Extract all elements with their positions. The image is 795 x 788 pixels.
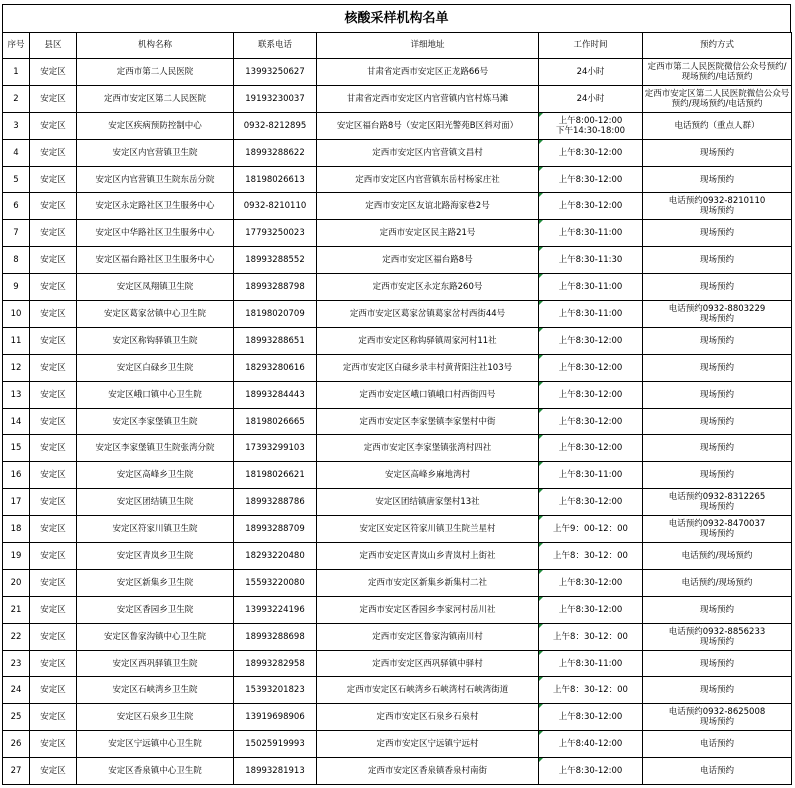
table-row [3, 139, 792, 166]
working-hours: 上午9：00-12：00 [539, 516, 643, 543]
county: 安定区 [30, 758, 77, 785]
institution-name: 安定区葛家岔镇中心卫生院 [77, 301, 234, 328]
address: 定西市安定区鲁家沟镇南川村 [317, 623, 539, 650]
contact-phone: 18993284443 [234, 381, 317, 408]
working-hours: 上午8:30-12:00 [539, 704, 643, 731]
working-hours: 上午8:30-12:00 [539, 139, 643, 166]
table-row [3, 166, 792, 193]
contact-phone: 13993250627 [234, 59, 317, 86]
institution-name: 安定区内官营镇卫生院东岳分院 [77, 166, 234, 193]
address: 定西市安定区称钩驿镇周家河村11社 [317, 327, 539, 354]
booking-method: 定西市安定区第二人民医院微信公众号预约/现场预约/电话预约 [643, 85, 792, 112]
county: 安定区 [30, 112, 77, 139]
row-index: 22 [3, 623, 30, 650]
county: 安定区 [30, 193, 77, 220]
booking-method: 现场预约 [643, 650, 792, 677]
county: 安定区 [30, 381, 77, 408]
table-row [3, 247, 792, 274]
institution-name: 定西市第二人民医院 [77, 59, 234, 86]
address: 定西市安定区峨口镇峨口村西街四号 [317, 381, 539, 408]
institution-name: 安定区内官营镇卫生院 [77, 139, 234, 166]
county: 安定区 [30, 569, 77, 596]
working-hours: 上午8:30-12:00 [539, 489, 643, 516]
working-hours: 上午8:30-12:00 [539, 193, 643, 220]
county: 安定区 [30, 731, 77, 758]
institution-name: 安定区宁远镇中心卫生院 [77, 731, 234, 758]
table-row [3, 435, 792, 462]
table-row [3, 220, 792, 247]
table-row [3, 274, 792, 301]
address: 安定区团结镇唐家堡村13社 [317, 489, 539, 516]
institution-name: 安定区鲁家沟镇中心卫生院 [77, 623, 234, 650]
booking-method: 电话预约/现场预约 [643, 543, 792, 570]
address: 定西市安定区香泉镇香泉村南街 [317, 758, 539, 785]
county: 安定区 [30, 166, 77, 193]
working-hours: 上午8:30-11:00 [539, 274, 643, 301]
table-row [3, 623, 792, 650]
address: 安定区高峰乡麻地湾村 [317, 462, 539, 489]
address: 甘肃省定西市安定区正龙路66号 [317, 59, 539, 86]
institution-name: 安定区高峰乡卫生院 [77, 462, 234, 489]
contact-phone: 18993288709 [234, 516, 317, 543]
booking-method: 电话预约0932-8856233 现场预约 [643, 623, 792, 650]
contact-phone: 15025919993 [234, 731, 317, 758]
table-row [3, 489, 792, 516]
institution-name: 安定区永定路社区卫生服务中心 [77, 193, 234, 220]
institution-name: 定西市安定区第二人民医院 [77, 85, 234, 112]
table-row [3, 569, 792, 596]
header-row [3, 33, 792, 59]
contact-phone: 18993288622 [234, 139, 317, 166]
contact-phone: 15593220080 [234, 569, 317, 596]
contact-phone: 18293280616 [234, 354, 317, 381]
booking-method: 现场预约 [643, 677, 792, 704]
county: 安定区 [30, 435, 77, 462]
sheet-title: 核酸采样机构名单 [2, 4, 791, 32]
county: 安定区 [30, 408, 77, 435]
contact-phone: 0932-8210110 [234, 193, 317, 220]
address: 定西市安定区宁远镇宁远村 [317, 731, 539, 758]
table-row [3, 516, 792, 543]
table-row [3, 543, 792, 570]
county: 安定区 [30, 489, 77, 516]
row-index: 12 [3, 354, 30, 381]
row-index: 9 [3, 274, 30, 301]
working-hours: 上午8:30-11:00 [539, 650, 643, 677]
booking-method: 现场预约 [643, 381, 792, 408]
institution-name: 安定区香泉镇中心卫生院 [77, 758, 234, 785]
table-row [3, 650, 792, 677]
county: 安定区 [30, 516, 77, 543]
booking-method: 现场预约 [643, 274, 792, 301]
contact-phone: 18993288786 [234, 489, 317, 516]
institution-name: 安定区中华路社区卫生服务中心 [77, 220, 234, 247]
working-hours: 上午8:30-12:00 [539, 596, 643, 623]
table-row [3, 462, 792, 489]
address: 定西市安定区永定东路260号 [317, 274, 539, 301]
booking-method: 电话预约 [643, 758, 792, 785]
booking-method: 电话预约0932-8803229 现场预约 [643, 301, 792, 328]
contact-phone: 19193230037 [234, 85, 317, 112]
table-row [3, 327, 792, 354]
contact-phone: 18198020709 [234, 301, 317, 328]
working-hours: 上午8:30-11:00 [539, 301, 643, 328]
address: 定西市安定区李家堡镇李家堡村中街 [317, 408, 539, 435]
booking-method: 现场预约 [643, 166, 792, 193]
booking-method: 电话预约0932-8470037 现场预约 [643, 516, 792, 543]
contact-phone: 18198026665 [234, 408, 317, 435]
county: 安定区 [30, 59, 77, 86]
row-index: 6 [3, 193, 30, 220]
booking-method: 电话预约0932-8312265 现场预约 [643, 489, 792, 516]
table-row [3, 596, 792, 623]
contact-phone: 17393299103 [234, 435, 317, 462]
booking-method: 电话预约/现场预约 [643, 569, 792, 596]
header-hours: 工作时间 [539, 33, 643, 59]
row-index: 21 [3, 596, 30, 623]
county: 安定区 [30, 623, 77, 650]
address: 定西市安定区白碌乡录丰村黄背阳注社103号 [317, 354, 539, 381]
institution-name: 安定区团结镇卫生院 [77, 489, 234, 516]
booking-method: 现场预约 [643, 408, 792, 435]
booking-method: 电话预约 [643, 731, 792, 758]
working-hours: 上午8：30-12：00 [539, 543, 643, 570]
booking-method: 现场预约 [643, 596, 792, 623]
county: 安定区 [30, 220, 77, 247]
booking-method: 电话预约（重点人群） [643, 112, 792, 139]
header-institution: 机构名称 [77, 33, 234, 59]
booking-method: 现场预约 [643, 354, 792, 381]
working-hours: 上午8:30-12:00 [539, 435, 643, 462]
working-hours: 上午8:30-12:00 [539, 569, 643, 596]
contact-phone: 17793250023 [234, 220, 317, 247]
county: 安定区 [30, 139, 77, 166]
county: 安定区 [30, 274, 77, 301]
header-address: 详细地址 [317, 33, 539, 59]
table-row [3, 704, 792, 731]
row-index: 17 [3, 489, 30, 516]
county: 安定区 [30, 301, 77, 328]
address: 定西市安定区西巩驿镇中驿村 [317, 650, 539, 677]
row-index: 14 [3, 408, 30, 435]
institution-name: 安定区符家川镇卫生院 [77, 516, 234, 543]
row-index: 24 [3, 677, 30, 704]
row-index: 27 [3, 758, 30, 785]
institution-name: 安定区称钩驿镇卫生院 [77, 327, 234, 354]
working-hours: 上午8:30-12:00 [539, 354, 643, 381]
table-row [3, 59, 792, 86]
county: 安定区 [30, 327, 77, 354]
institution-name: 安定区石泉乡卫生院 [77, 704, 234, 731]
booking-method: 现场预约 [643, 139, 792, 166]
booking-method: 现场预约 [643, 247, 792, 274]
contact-phone: 18993288651 [234, 327, 317, 354]
address: 甘肃省定西市安定区内官营镇内官村炼马滩 [317, 85, 539, 112]
institution-name: 安定区疾病预防控制中心 [77, 112, 234, 139]
working-hours: 24小时 [539, 59, 643, 86]
institution-name: 安定区石峡湾乡卫生院 [77, 677, 234, 704]
row-index: 1 [3, 59, 30, 86]
contact-phone: 18993282958 [234, 650, 317, 677]
contact-phone: 13993224196 [234, 596, 317, 623]
row-index: 10 [3, 301, 30, 328]
table-row [3, 354, 792, 381]
institution-name: 安定区西巩驿镇卫生院 [77, 650, 234, 677]
institution-name: 安定区青岚乡卫生院 [77, 543, 234, 570]
row-index: 4 [3, 139, 30, 166]
address: 定西市安定区香园乡李家河村岳川社 [317, 596, 539, 623]
row-index: 16 [3, 462, 30, 489]
contact-phone: 18993288552 [234, 247, 317, 274]
working-hours: 上午8：30-12：00 [539, 677, 643, 704]
table-row [3, 193, 792, 220]
table-row [3, 408, 792, 435]
header-phone: 联系电话 [234, 33, 317, 59]
contact-phone: 18198026621 [234, 462, 317, 489]
address: 定西市安定区石峡湾乡石峡湾村石峡湾街道 [317, 677, 539, 704]
row-index: 15 [3, 435, 30, 462]
contact-phone: 15393201823 [234, 677, 317, 704]
booking-method: 现场预约 [643, 435, 792, 462]
booking-method: 定西市第二人民医院微信公众号预约/现场预约/电话预约 [643, 59, 792, 86]
working-hours: 上午8：30-12：00 [539, 623, 643, 650]
row-index: 20 [3, 569, 30, 596]
working-hours: 上午8:30-12:00 [539, 408, 643, 435]
contact-phone: 13919698906 [234, 704, 317, 731]
table-row [3, 301, 792, 328]
county: 安定区 [30, 543, 77, 570]
contact-phone: 18293220480 [234, 543, 317, 570]
address: 定西市安定区福台路8号 [317, 247, 539, 274]
table-body [3, 59, 792, 785]
row-index: 11 [3, 327, 30, 354]
contact-phone: 18198026613 [234, 166, 317, 193]
institution-name: 安定区峨口镇中心卫生院 [77, 381, 234, 408]
institution-name: 安定区新集乡卫生院 [77, 569, 234, 596]
working-hours: 上午8:30-12:00 [539, 327, 643, 354]
county: 安定区 [30, 354, 77, 381]
institution-name: 安定区香园乡卫生院 [77, 596, 234, 623]
row-index: 18 [3, 516, 30, 543]
institution-name: 安定区凤翔镇卫生院 [77, 274, 234, 301]
county: 安定区 [30, 247, 77, 274]
row-index: 8 [3, 247, 30, 274]
institution-table [2, 32, 792, 785]
contact-phone: 18993281913 [234, 758, 317, 785]
working-hours: 上午8:30-11:00 [539, 220, 643, 247]
header-index: 序号 [3, 33, 30, 59]
county: 安定区 [30, 596, 77, 623]
county: 安定区 [30, 650, 77, 677]
address: 定西市安定区李家堡镇张湾村四社 [317, 435, 539, 462]
address: 定西市安定区友谊北路海家巷2号 [317, 193, 539, 220]
row-index: 5 [3, 166, 30, 193]
table-row [3, 85, 792, 112]
table-row [3, 758, 792, 785]
booking-method: 现场预约 [643, 462, 792, 489]
header-booking: 预约方式 [643, 33, 792, 59]
header-county: 县区 [30, 33, 77, 59]
booking-method: 电话预约0932-8210110 现场预约 [643, 193, 792, 220]
row-index: 26 [3, 731, 30, 758]
working-hours: 上午8:30-12:00 [539, 758, 643, 785]
working-hours: 24小时 [539, 85, 643, 112]
county: 安定区 [30, 677, 77, 704]
row-index: 2 [3, 85, 30, 112]
address: 定西市安定区葛家岔镇葛家岔村西街44号 [317, 301, 539, 328]
county: 安定区 [30, 85, 77, 112]
contact-phone: 18993288798 [234, 274, 317, 301]
working-hours: 上午8:30-12:00 [539, 166, 643, 193]
address: 安定区安定区符家川镇卫生院兰星村 [317, 516, 539, 543]
county: 安定区 [30, 704, 77, 731]
institution-name: 安定区白碌乡卫生院 [77, 354, 234, 381]
working-hours: 上午8:00-12:00 下午14:30-18:00 [539, 112, 643, 139]
table-header [3, 33, 792, 59]
booking-method: 电话预约0932-8625008 现场预约 [643, 704, 792, 731]
working-hours: 上午8:30-11:30 [539, 247, 643, 274]
address: 安定区福台路8号（安定区阳光警苑B区斜对面） [317, 112, 539, 139]
address: 定西市安定区内官营镇文昌村 [317, 139, 539, 166]
working-hours: 上午8:40-12:00 [539, 731, 643, 758]
address: 定西市安定区新集乡新集村二社 [317, 569, 539, 596]
booking-method: 现场预约 [643, 327, 792, 354]
booking-method: 现场预约 [643, 220, 792, 247]
table-row [3, 677, 792, 704]
table-row [3, 731, 792, 758]
institution-name: 安定区李家堡镇卫生院张湾分院 [77, 435, 234, 462]
institution-name: 安定区福台路社区卫生服务中心 [77, 247, 234, 274]
working-hours: 上午8:30-12:00 [539, 381, 643, 408]
row-index: 19 [3, 543, 30, 570]
contact-phone: 0932-8212895 [234, 112, 317, 139]
address: 定西市安定区内官营镇东岳村杨家庄社 [317, 166, 539, 193]
table-row [3, 381, 792, 408]
working-hours: 上午8:30-11:00 [539, 462, 643, 489]
row-index: 25 [3, 704, 30, 731]
row-index: 3 [3, 112, 30, 139]
address: 定西市安定区青岚山乡青岚村上街社 [317, 543, 539, 570]
address: 定西市安定区民主路21号 [317, 220, 539, 247]
address: 定西市安定区石泉乡石泉村 [317, 704, 539, 731]
table-row [3, 112, 792, 139]
row-index: 13 [3, 381, 30, 408]
county: 安定区 [30, 462, 77, 489]
institution-name: 安定区李家堡镇卫生院 [77, 408, 234, 435]
row-index: 7 [3, 220, 30, 247]
contact-phone: 18993288698 [234, 623, 317, 650]
row-index: 23 [3, 650, 30, 677]
